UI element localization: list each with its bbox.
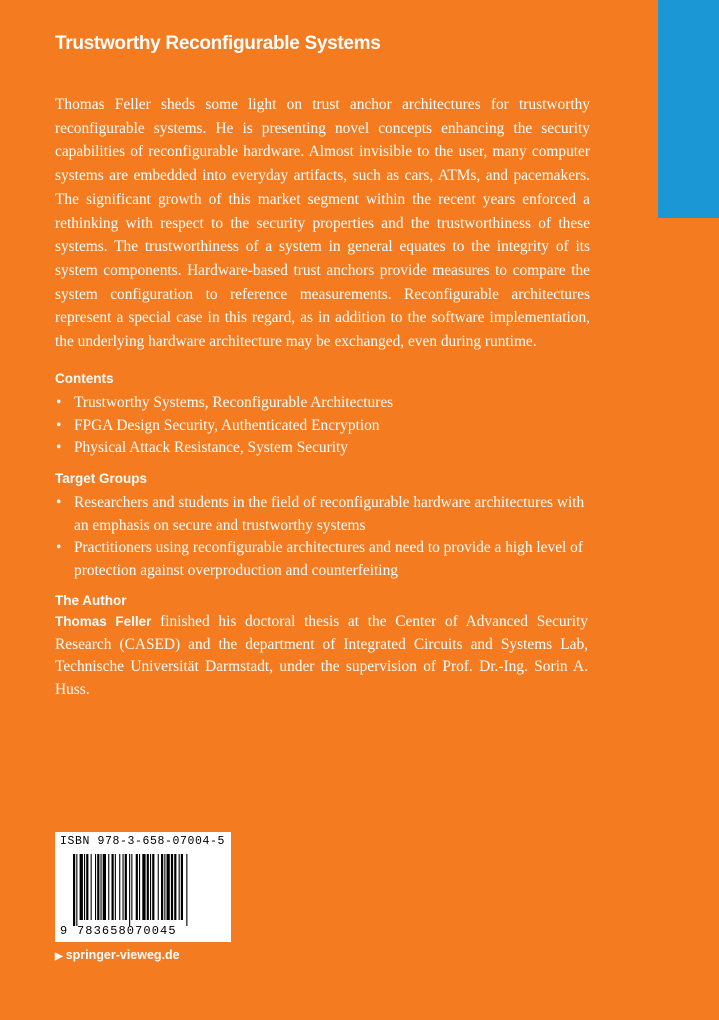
barcode-bar [115, 854, 116, 920]
barcode-bar [103, 854, 106, 920]
author-section [55, 592, 595, 701]
barcode-bar [91, 854, 92, 920]
barcode-bar [139, 854, 140, 920]
barcode-bar [131, 854, 132, 920]
isbn-barcode [55, 832, 231, 942]
barcode-bar [161, 854, 163, 920]
author-heading: The Author [55, 593, 127, 608]
book-title: Trustworthy Reconfigurable Systems [55, 33, 381, 54]
target-groups-heading: Target Groups [55, 471, 148, 486]
author-name: Thomas Feller [55, 614, 152, 629]
contents-heading: Contents [55, 371, 114, 386]
website-url: springer-vieweg.de [65, 948, 180, 962]
contents-list [55, 392, 595, 460]
bullet-icon: • [56, 494, 62, 511]
list-item: • FPGA Design Security, Authenticated Encryption [55, 415, 595, 438]
bullet-icon: • [56, 539, 62, 556]
list-item: • Researchers and students in the field of reconfigurable hardware architectures with an emphasis on secure and trustworthy systems [56, 494, 585, 534]
barcode-bar [181, 854, 183, 920]
bullet-icon: • [56, 439, 62, 456]
target-groups-list [55, 492, 595, 582]
list-item: • Trustworthy Systems, Reconfigurable Architectures [55, 392, 595, 415]
barcode-bar [147, 854, 149, 920]
barcode-bar [123, 854, 124, 920]
barcode-bar [84, 854, 85, 920]
barcode-bar [152, 854, 154, 920]
barcode-bar [97, 854, 99, 920]
barcode-bar [76, 854, 77, 926]
barcode-bar [174, 854, 176, 920]
ean-first-digit: 9 [60, 924, 68, 938]
ean-digits: 783658070045 [77, 924, 177, 938]
barcode-bar [167, 854, 170, 920]
barcode-bar [112, 854, 114, 920]
barcode-bar [179, 854, 180, 920]
bullet-icon: • [56, 394, 62, 411]
barcode-bar [164, 854, 165, 920]
arrow-right-icon: ▶ [55, 951, 63, 962]
barcode-bar [136, 854, 138, 920]
barcode-bar [158, 854, 159, 920]
barcode-bar [142, 854, 145, 920]
isbn-label: ISBN 978-3-658-07004-5 [60, 835, 226, 848]
book-description: Thomas Feller sheds some light on trust anchor architectures for trustworthy reconfigurable systems. He is presenting novel concepts enhancing the security capabilities of reconfigurable hardware. Almost invisible to the user, many computer systems are embedded into everyday artifacts, such as cars, ATMs, and pacemakers. The significant growth of this market segment within the recent years enforced a rethinking with respect to the security properties and the trustworthiness of these systems. The trustworthiness of a system in general equates to the integrity of its system components. Hardware-based trust anchors provide measures to compare the system configuration to reference measurements. Reconfigurable architectures represent a special case in this regard, as in addition to the software implementation, the underlying hardware architecture may be exchanged, even during runtime. [55, 96, 590, 351]
barcode-bar [129, 854, 130, 926]
barcode-bar [119, 854, 120, 920]
barcode-bar [125, 854, 127, 920]
barcode-bar [150, 854, 151, 920]
barcode-bar [73, 854, 75, 926]
author-bio: Thomas Feller finished his doctoral thesis at the Center of Advanced Security Research (CASED) and the department of Integrated Circuits and Systems Lab, Technische Universität Darmstadt, under the supervision of Prof. Dr.-Ing. Sorin A. Huss. [55, 613, 588, 698]
barcode-bar [171, 854, 173, 920]
bullet-icon: • [56, 416, 62, 434]
barcode-bar [95, 854, 96, 920]
target-groups-section [55, 470, 595, 582]
color-tab [658, 0, 719, 218]
barcode-bar [86, 854, 88, 920]
barcode-bar [101, 854, 102, 920]
barcode-bar [108, 854, 109, 920]
barcode-icon [73, 854, 219, 926]
list-item: • Physical Attack Resistance, System Security [55, 437, 595, 460]
contents-section [55, 370, 595, 460]
publisher-website[interactable] [55, 948, 180, 962]
barcode-bar [80, 854, 83, 920]
list-item: • Practitioners using reconfigurable architectures and need to provide a high level of protection against overproduction and counterfeiting [56, 539, 583, 579]
barcode-bar [186, 854, 187, 926]
